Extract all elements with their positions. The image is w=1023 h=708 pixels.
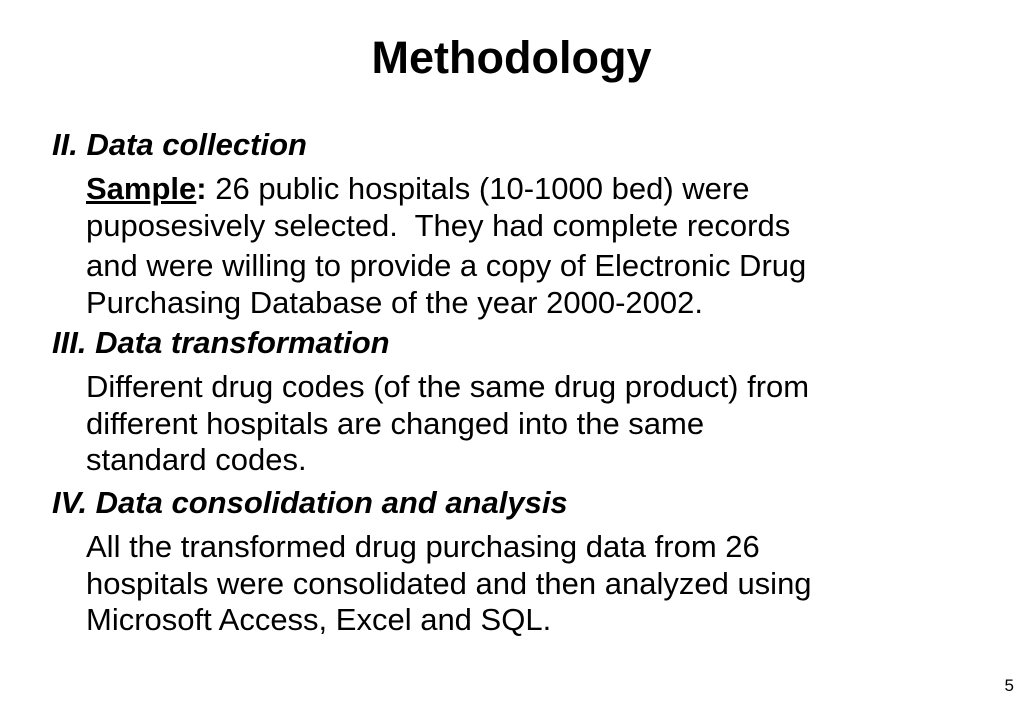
body-line: different hospitals are changed into the same: [86, 405, 705, 441]
body-line: Microsoft Access, Excel and SQL.: [86, 602, 552, 637]
slide-title: Methodology: [371, 32, 652, 83]
section-heading-data-transformation: III. Data transformation: [52, 325, 390, 360]
section-heading-data-collection: II. Data collection: [52, 127, 307, 162]
body-line-text: 26 public hospitals (10-1000 bed) were: [206, 171, 750, 206]
section-heading-data-consolidation: IV. Data consolidation and analysis: [52, 485, 568, 520]
body-line: hospitals were consolidated and then analyzed using: [86, 565, 812, 601]
body-line: puposesively selected. They had complete records: [86, 207, 791, 243]
body-line: and were willing to provide a copy of Electronic Drug: [86, 248, 807, 283]
body-line: [86, 171, 986, 208]
body-line: Purchasing Database of the year 2000-2002.: [86, 284, 703, 320]
sample-colon: :: [196, 171, 207, 206]
section-body-data-transformation: [86, 369, 986, 479]
body-line: standard codes.: [86, 442, 307, 477]
body-line: Different drug codes (of the same drug product) from: [86, 369, 810, 404]
body-line: All the transformed drug purchasing data from 26: [86, 529, 760, 564]
section-body-data-consolidation: [86, 529, 986, 639]
section-body-data-collection: [86, 171, 986, 321]
sample-term: Sample: [86, 171, 197, 206]
page-number: 5: [1004, 676, 1014, 695]
